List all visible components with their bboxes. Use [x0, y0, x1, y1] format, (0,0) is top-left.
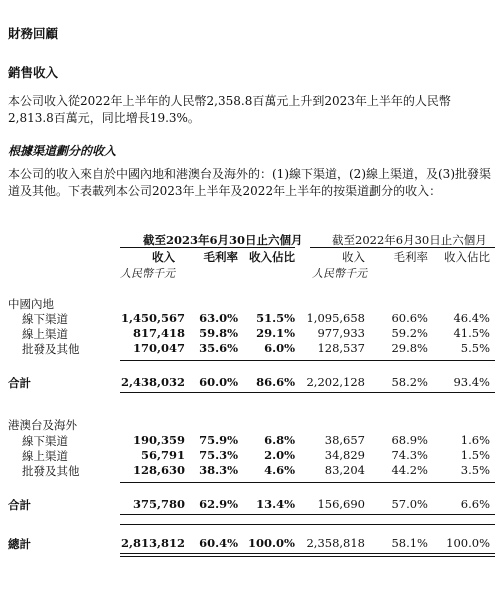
subtotal-rule-bottom [120, 514, 495, 515]
revenue-2023: 170,047 [132, 341, 185, 355]
revenue-2022: 2,202,128 [306, 375, 365, 389]
margin-2023: 60.0% [199, 375, 238, 389]
margin-2023: 35.6% [199, 341, 238, 355]
margin-2022: 60.6% [391, 311, 428, 325]
share-2023: 100.0% [248, 536, 295, 550]
revenue-2023: 128,630 [132, 463, 185, 477]
revenue-2023: 375,780 [132, 497, 185, 511]
col-revenue-2023: 收入 [152, 250, 175, 264]
margin-2022: 58.1% [391, 536, 428, 550]
share-2022: 93.4% [453, 375, 490, 389]
revenue-2023: 2,813,812 [120, 536, 185, 550]
period-2022-header: 截至2022年6月30日止六個月 [332, 233, 487, 247]
share-2022: 5.5% [460, 341, 490, 355]
row-label: 批發及其他 [22, 464, 80, 478]
revenue-2022: 38,657 [324, 433, 365, 447]
revenue-2023: 817,418 [132, 326, 185, 340]
intro-paragraph: 本公司收入從2022年上半年的人民幣2,358.8百萬元上升到2023年上半年的人民幣2,813.8百萬元，同比增長19.3%。 [8, 94, 451, 125]
revenue-2023: 190,359 [132, 433, 185, 447]
share-2023: 4.6% [264, 463, 295, 477]
share-2023: 6.8% [264, 433, 295, 447]
margin-2023: 38.3% [199, 463, 238, 477]
margin-2022: 68.9% [391, 433, 428, 447]
col-share-2023: 收入佔比 [249, 250, 295, 264]
subtotal-rule-top [120, 482, 495, 483]
unit-2022: 人民幣千元 [312, 267, 367, 280]
share-2023: 2.0% [264, 448, 295, 462]
share-2023: 6.0% [264, 341, 295, 355]
share-2023: 29.1% [256, 326, 295, 340]
margin-2022: 57.0% [391, 497, 428, 511]
subsection-title: 根據渠道劃分的收入 [8, 144, 117, 158]
revenue-2022: 977,933 [317, 326, 365, 340]
revenue-2022: 2,358,818 [306, 536, 365, 550]
margin-2022: 44.2% [391, 463, 428, 477]
share-2023: 13.4% [256, 497, 295, 511]
share-2022: 41.5% [453, 326, 490, 340]
margin-2022: 58.2% [391, 375, 428, 389]
margin-2023: 62.9% [199, 497, 238, 511]
period-2023-header: 截至2023年6月30日止六個月 [143, 233, 303, 247]
margin-2023: 59.8% [199, 326, 238, 340]
period-2023-underline [120, 247, 295, 248]
period-2022-underline [310, 247, 495, 248]
row-label: 線上渠道 [22, 449, 68, 463]
share-2023: 86.6% [256, 375, 295, 389]
margin-2023: 75.9% [199, 433, 238, 447]
revenue-2023: 1,450,567 [120, 311, 185, 325]
margin-2022: 29.8% [391, 341, 428, 355]
share-2022: 100.0% [446, 536, 490, 550]
col-margin-2023: 毛利率 [203, 250, 238, 264]
page-title: 財務回顧 [8, 26, 59, 41]
overseas-label: 港澳台及海外 [8, 418, 77, 432]
margin-2022: 59.2% [391, 326, 428, 340]
grand-total-rule-bottom-2 [120, 556, 495, 557]
margin-2023: 63.0% [199, 311, 238, 325]
share-2023: 51.5% [256, 311, 295, 325]
subtotal-label: 合計 [8, 376, 31, 390]
row-label: 線下渠道 [22, 312, 68, 326]
row-label: 批發及其他 [22, 342, 80, 356]
share-2022: 46.4% [453, 311, 490, 325]
revenue-2022: 1,095,658 [306, 311, 365, 325]
col-revenue-2022: 收入 [342, 250, 365, 264]
subtotal-rule-top [120, 360, 495, 361]
share-2022: 1.6% [460, 433, 490, 447]
subtotal-rule-bottom [120, 392, 495, 393]
revenue-2023: 56,791 [140, 448, 185, 462]
revenue-2022: 128,537 [317, 341, 365, 355]
row-label: 線上渠道 [22, 327, 68, 341]
grand-total-rule-top [120, 524, 495, 525]
col-share-2022: 收入佔比 [444, 250, 490, 264]
share-2022: 1.5% [460, 448, 490, 462]
revenue-2022: 34,829 [324, 448, 365, 462]
col-margin-2022: 毛利率 [393, 250, 428, 264]
margin-2023: 60.4% [199, 536, 238, 550]
share-2022: 3.5% [460, 463, 490, 477]
row-label: 線下渠道 [22, 434, 68, 448]
subtotal-label: 合計 [8, 498, 31, 512]
grand-total-rule-bottom-1 [120, 553, 495, 554]
share-2022: 6.6% [460, 497, 490, 511]
unit-2023: 人民幣千元 [120, 267, 175, 280]
grand-total-label: 總計 [8, 537, 31, 551]
channel-paragraph: 本公司的收入來自於中國內地和港澳台及海外的：(1)線下渠道，(2)線上渠道，及(3)批發渠道及其他。下表載列本公司2023年上半年及2022年上半年的按渠道劃分的收入： [8, 167, 491, 198]
mainland-label: 中國內地 [8, 297, 54, 311]
margin-2022: 74.3% [391, 448, 428, 462]
section-title: 銷售收入 [8, 65, 59, 80]
revenue-2022: 156,690 [317, 497, 365, 511]
revenue-2022: 83,204 [324, 463, 365, 477]
margin-2023: 75.3% [199, 448, 238, 462]
revenue-2023: 2,438,032 [120, 375, 185, 389]
